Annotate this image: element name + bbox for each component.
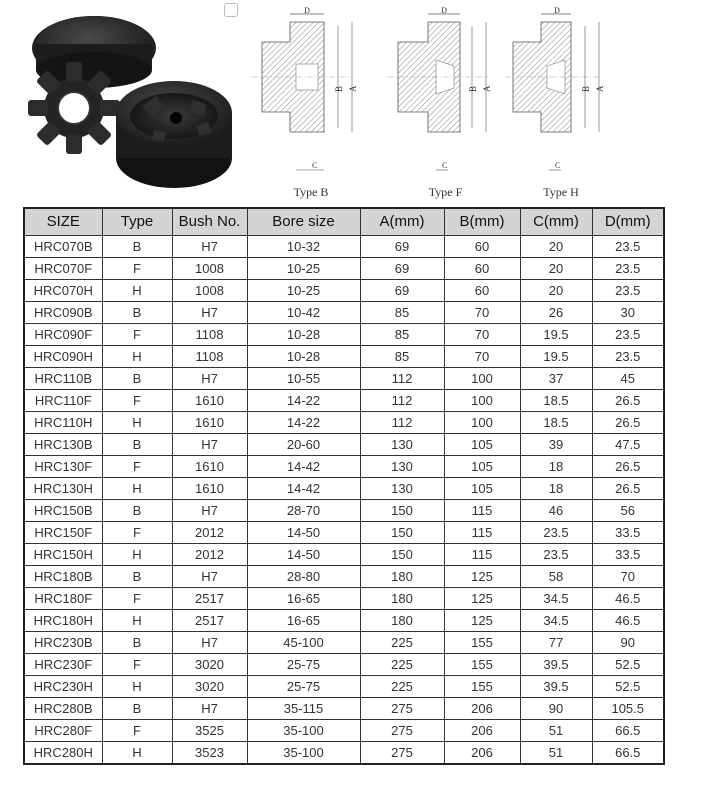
cell-bore-size: 35-100 — [247, 742, 360, 765]
cell-bush-no: H7 — [172, 368, 247, 390]
cell-d: 56 — [592, 500, 664, 522]
cell-a: 112 — [360, 368, 444, 390]
table-row — [24, 324, 664, 346]
cell-c: 58 — [520, 566, 592, 588]
svg-text:D: D — [441, 6, 447, 15]
cell-c: 18 — [520, 478, 592, 500]
cell-c: 90 — [520, 698, 592, 720]
cell-a: 69 — [360, 258, 444, 280]
cell-b: 206 — [444, 698, 520, 720]
table-row — [24, 588, 664, 610]
table-row — [24, 632, 664, 654]
cell-bush-no: H7 — [172, 434, 247, 456]
header-d-mm: D(mm) — [592, 208, 664, 236]
diagram-type-b — [252, 4, 370, 200]
cell-bore-size: 10-55 — [247, 368, 360, 390]
cell-type: H — [102, 478, 172, 500]
cell-bush-no: H7 — [172, 500, 247, 522]
cell-bush-no: 1008 — [172, 258, 247, 280]
cell-d: 52.5 — [592, 676, 664, 698]
cell-type: B — [102, 500, 172, 522]
cell-bore-size: 16-65 — [247, 610, 360, 632]
table-row — [24, 258, 664, 280]
cell-size: HRC110B — [24, 368, 102, 390]
cell-b: 60 — [444, 236, 520, 258]
cell-b: 100 — [444, 368, 520, 390]
cell-size: HRC130B — [24, 434, 102, 456]
cell-size: HRC070F — [24, 258, 102, 280]
cell-a: 150 — [360, 500, 444, 522]
cell-b: 70 — [444, 302, 520, 324]
cell-bush-no: H7 — [172, 302, 247, 324]
cell-d: 66.5 — [592, 742, 664, 765]
svg-text:B: B — [334, 85, 344, 92]
cell-b: 115 — [444, 522, 520, 544]
table-row — [24, 478, 664, 500]
table-row — [24, 676, 664, 698]
cell-bore-size: 14-50 — [247, 522, 360, 544]
cell-a: 225 — [360, 632, 444, 654]
svg-text:D: D — [554, 6, 560, 15]
table-row — [24, 720, 664, 742]
cell-bore-size: 45-100 — [247, 632, 360, 654]
header-c-mm: C(mm) — [520, 208, 592, 236]
cell-size: HRC150F — [24, 522, 102, 544]
cell-c: 20 — [520, 236, 592, 258]
svg-text:B: B — [468, 85, 478, 92]
cell-a: 69 — [360, 236, 444, 258]
cell-b: 155 — [444, 676, 520, 698]
cell-bore-size: 10-32 — [247, 236, 360, 258]
cell-c: 34.5 — [520, 610, 592, 632]
header-a-mm: A(mm) — [360, 208, 444, 236]
cell-bush-no: 1610 — [172, 412, 247, 434]
table-row — [24, 654, 664, 676]
cell-c: 20 — [520, 258, 592, 280]
cell-bore-size: 35-115 — [247, 698, 360, 720]
cell-c: 77 — [520, 632, 592, 654]
cell-size: HRC130F — [24, 456, 102, 478]
type-h-drawing — [505, 4, 617, 184]
cell-b: 155 — [444, 632, 520, 654]
table-body — [24, 236, 664, 765]
cell-d: 47.5 — [592, 434, 664, 456]
cell-bore-size: 28-80 — [247, 566, 360, 588]
table-row — [24, 742, 664, 765]
cell-d: 105.5 — [592, 698, 664, 720]
cell-type: H — [102, 742, 172, 765]
cell-bore-size: 35-100 — [247, 720, 360, 742]
cell-a: 130 — [360, 478, 444, 500]
type-f-caption: Type F — [428, 185, 463, 199]
cell-type: H — [102, 280, 172, 302]
cell-bush-no: H7 — [172, 698, 247, 720]
cell-type: F — [102, 720, 172, 742]
cell-bush-no: H7 — [172, 236, 247, 258]
cell-bore-size: 28-70 — [247, 500, 360, 522]
cell-size: HRC070B — [24, 236, 102, 258]
table-row — [24, 698, 664, 720]
cell-size: HRC110F — [24, 390, 102, 412]
cell-a: 225 — [360, 654, 444, 676]
cell-a: 225 — [360, 676, 444, 698]
cell-bore-size: 10-28 — [247, 324, 360, 346]
cell-bore-size: 14-42 — [247, 478, 360, 500]
cell-b: 105 — [444, 456, 520, 478]
cell-bore-size: 10-28 — [247, 346, 360, 368]
cell-bore-size: 16-65 — [247, 588, 360, 610]
cell-bush-no: 3523 — [172, 742, 247, 765]
cell-d: 23.5 — [592, 236, 664, 258]
table-row — [24, 302, 664, 324]
cell-d: 52.5 — [592, 654, 664, 676]
cell-d: 23.5 — [592, 280, 664, 302]
cell-c: 18.5 — [520, 412, 592, 434]
svg-text:D: D — [304, 6, 310, 15]
header-bush-no: Bush No. — [172, 208, 247, 236]
cell-bore-size: 25-75 — [247, 654, 360, 676]
cell-d: 70 — [592, 566, 664, 588]
cell-type: F — [102, 654, 172, 676]
cell-a: 180 — [360, 610, 444, 632]
cell-b: 60 — [444, 258, 520, 280]
type-f-drawing — [388, 4, 503, 184]
cell-size: HRC230H — [24, 676, 102, 698]
type-b-caption: Type B — [293, 185, 329, 199]
svg-text:A: A — [348, 85, 358, 92]
cell-d: 66.5 — [592, 720, 664, 742]
cell-size: HRC130H — [24, 478, 102, 500]
cell-c: 51 — [520, 742, 592, 765]
cell-bush-no: H7 — [172, 632, 247, 654]
cell-bush-no: 1108 — [172, 346, 247, 368]
type-b-drawing — [252, 4, 370, 184]
header-type: Type — [102, 208, 172, 236]
cell-b: 100 — [444, 412, 520, 434]
cell-bush-no: 2517 — [172, 588, 247, 610]
cell-c: 34.5 — [520, 588, 592, 610]
cell-size: HRC230F — [24, 654, 102, 676]
cell-b: 206 — [444, 720, 520, 742]
cell-b: 206 — [444, 742, 520, 765]
cell-c: 19.5 — [520, 346, 592, 368]
table-row — [24, 566, 664, 588]
cell-a: 275 — [360, 698, 444, 720]
cell-size: HRC280H — [24, 742, 102, 765]
cell-type: B — [102, 434, 172, 456]
cell-c: 39.5 — [520, 654, 592, 676]
table-header-row — [24, 208, 664, 236]
cell-d: 26.5 — [592, 412, 664, 434]
diagram-type-f — [388, 4, 503, 200]
cell-size: HRC180H — [24, 610, 102, 632]
cell-bush-no: 3020 — [172, 654, 247, 676]
cell-bore-size: 10-42 — [247, 302, 360, 324]
cell-c: 39 — [520, 434, 592, 456]
cell-type: H — [102, 346, 172, 368]
cell-bush-no: 1610 — [172, 456, 247, 478]
cell-a: 150 — [360, 522, 444, 544]
diagram-type-h — [505, 4, 617, 200]
cell-bore-size: 14-22 — [247, 390, 360, 412]
cell-c: 51 — [520, 720, 592, 742]
cell-c: 20 — [520, 280, 592, 302]
cell-d: 30 — [592, 302, 664, 324]
cell-a: 130 — [360, 434, 444, 456]
cell-size: HRC280F — [24, 720, 102, 742]
cell-c: 46 — [520, 500, 592, 522]
cell-type: H — [102, 544, 172, 566]
cell-size: HRC280B — [24, 698, 102, 720]
cell-bush-no: 1610 — [172, 390, 247, 412]
header-b-mm: B(mm) — [444, 208, 520, 236]
cell-a: 85 — [360, 346, 444, 368]
cell-size: HRC090B — [24, 302, 102, 324]
cell-bush-no: 2517 — [172, 610, 247, 632]
spec-table — [23, 207, 665, 765]
watermark-icon — [224, 3, 238, 17]
table-row — [24, 390, 664, 412]
cell-bore-size: 25-75 — [247, 676, 360, 698]
cell-bore-size: 20-60 — [247, 434, 360, 456]
cell-type: H — [102, 610, 172, 632]
header-bore-size: Bore size — [247, 208, 360, 236]
cell-d: 23.5 — [592, 258, 664, 280]
cell-bush-no: 2012 — [172, 522, 247, 544]
cell-bore-size: 14-42 — [247, 456, 360, 478]
cell-size: HRC180B — [24, 566, 102, 588]
cell-b: 115 — [444, 544, 520, 566]
table-row — [24, 368, 664, 390]
table-row — [24, 434, 664, 456]
table-row — [24, 346, 664, 368]
cell-bush-no: 2012 — [172, 544, 247, 566]
figure-area — [0, 0, 708, 205]
cell-bore-size: 14-22 — [247, 412, 360, 434]
cell-d: 26.5 — [592, 456, 664, 478]
cell-size: HRC180F — [24, 588, 102, 610]
svg-text:C: C — [555, 161, 561, 170]
cell-b: 125 — [444, 566, 520, 588]
cell-d: 26.5 — [592, 390, 664, 412]
cell-d: 23.5 — [592, 324, 664, 346]
cell-a: 180 — [360, 566, 444, 588]
cell-type: F — [102, 258, 172, 280]
cell-type: H — [102, 676, 172, 698]
table-row — [24, 280, 664, 302]
cell-type: B — [102, 698, 172, 720]
cell-b: 115 — [444, 500, 520, 522]
cell-type: F — [102, 588, 172, 610]
cell-b: 70 — [444, 346, 520, 368]
cell-type: B — [102, 368, 172, 390]
cell-d: 23.5 — [592, 346, 664, 368]
cell-d: 45 — [592, 368, 664, 390]
cell-a: 112 — [360, 390, 444, 412]
cell-type: B — [102, 632, 172, 654]
cell-bore-size: 10-25 — [247, 280, 360, 302]
cell-a: 150 — [360, 544, 444, 566]
svg-text:C: C — [442, 161, 448, 170]
cell-a: 180 — [360, 588, 444, 610]
cell-c: 19.5 — [520, 324, 592, 346]
cell-a: 69 — [360, 280, 444, 302]
cell-a: 130 — [360, 456, 444, 478]
cell-b: 70 — [444, 324, 520, 346]
cell-b: 100 — [444, 390, 520, 412]
table-row — [24, 412, 664, 434]
cell-b: 155 — [444, 654, 520, 676]
cell-b: 60 — [444, 280, 520, 302]
cell-a: 275 — [360, 742, 444, 765]
cell-bore-size: 10-25 — [247, 258, 360, 280]
cell-bush-no: 3525 — [172, 720, 247, 742]
cell-type: F — [102, 390, 172, 412]
cell-d: 90 — [592, 632, 664, 654]
svg-text:B: B — [581, 85, 591, 92]
cell-size: HRC110H — [24, 412, 102, 434]
table-row — [24, 236, 664, 258]
cell-d: 26.5 — [592, 478, 664, 500]
table-row — [24, 456, 664, 478]
cell-bush-no: 1008 — [172, 280, 247, 302]
cell-a: 85 — [360, 324, 444, 346]
cell-d: 33.5 — [592, 522, 664, 544]
svg-text:C: C — [312, 161, 318, 170]
cell-b: 125 — [444, 588, 520, 610]
cell-type: B — [102, 236, 172, 258]
cell-bush-no: 1610 — [172, 478, 247, 500]
cell-c: 18.5 — [520, 390, 592, 412]
cell-c: 37 — [520, 368, 592, 390]
cell-d: 46.5 — [592, 610, 664, 632]
table-row — [24, 522, 664, 544]
cell-type: F — [102, 324, 172, 346]
cell-bore-size: 14-50 — [247, 544, 360, 566]
cell-d: 46.5 — [592, 588, 664, 610]
cell-a: 112 — [360, 412, 444, 434]
coupling-photo — [24, 8, 236, 194]
cell-size: HRC150B — [24, 500, 102, 522]
cell-c: 23.5 — [520, 544, 592, 566]
cell-size: HRC090F — [24, 324, 102, 346]
cell-size: HRC150H — [24, 544, 102, 566]
header-size: SIZE — [24, 208, 102, 236]
cell-c: 18 — [520, 456, 592, 478]
cell-type: F — [102, 456, 172, 478]
cell-b: 105 — [444, 434, 520, 456]
type-h-caption: Type H — [543, 185, 579, 199]
cell-b: 105 — [444, 478, 520, 500]
cell-d: 33.5 — [592, 544, 664, 566]
cell-c: 23.5 — [520, 522, 592, 544]
table-row — [24, 500, 664, 522]
cell-a: 275 — [360, 720, 444, 742]
cell-c: 26 — [520, 302, 592, 324]
svg-text:A: A — [482, 85, 492, 92]
cell-size: HRC230B — [24, 632, 102, 654]
cell-a: 85 — [360, 302, 444, 324]
table-row — [24, 544, 664, 566]
cell-size: HRC070H — [24, 280, 102, 302]
svg-text:A: A — [595, 85, 605, 92]
cell-type: F — [102, 522, 172, 544]
cell-bush-no: 3020 — [172, 676, 247, 698]
cell-bush-no: 1108 — [172, 324, 247, 346]
table-row — [24, 610, 664, 632]
cell-size: HRC090H — [24, 346, 102, 368]
cell-c: 39.5 — [520, 676, 592, 698]
cell-b: 125 — [444, 610, 520, 632]
cell-type: H — [102, 412, 172, 434]
cell-bush-no: H7 — [172, 566, 247, 588]
cell-type: B — [102, 566, 172, 588]
cell-type: B — [102, 302, 172, 324]
